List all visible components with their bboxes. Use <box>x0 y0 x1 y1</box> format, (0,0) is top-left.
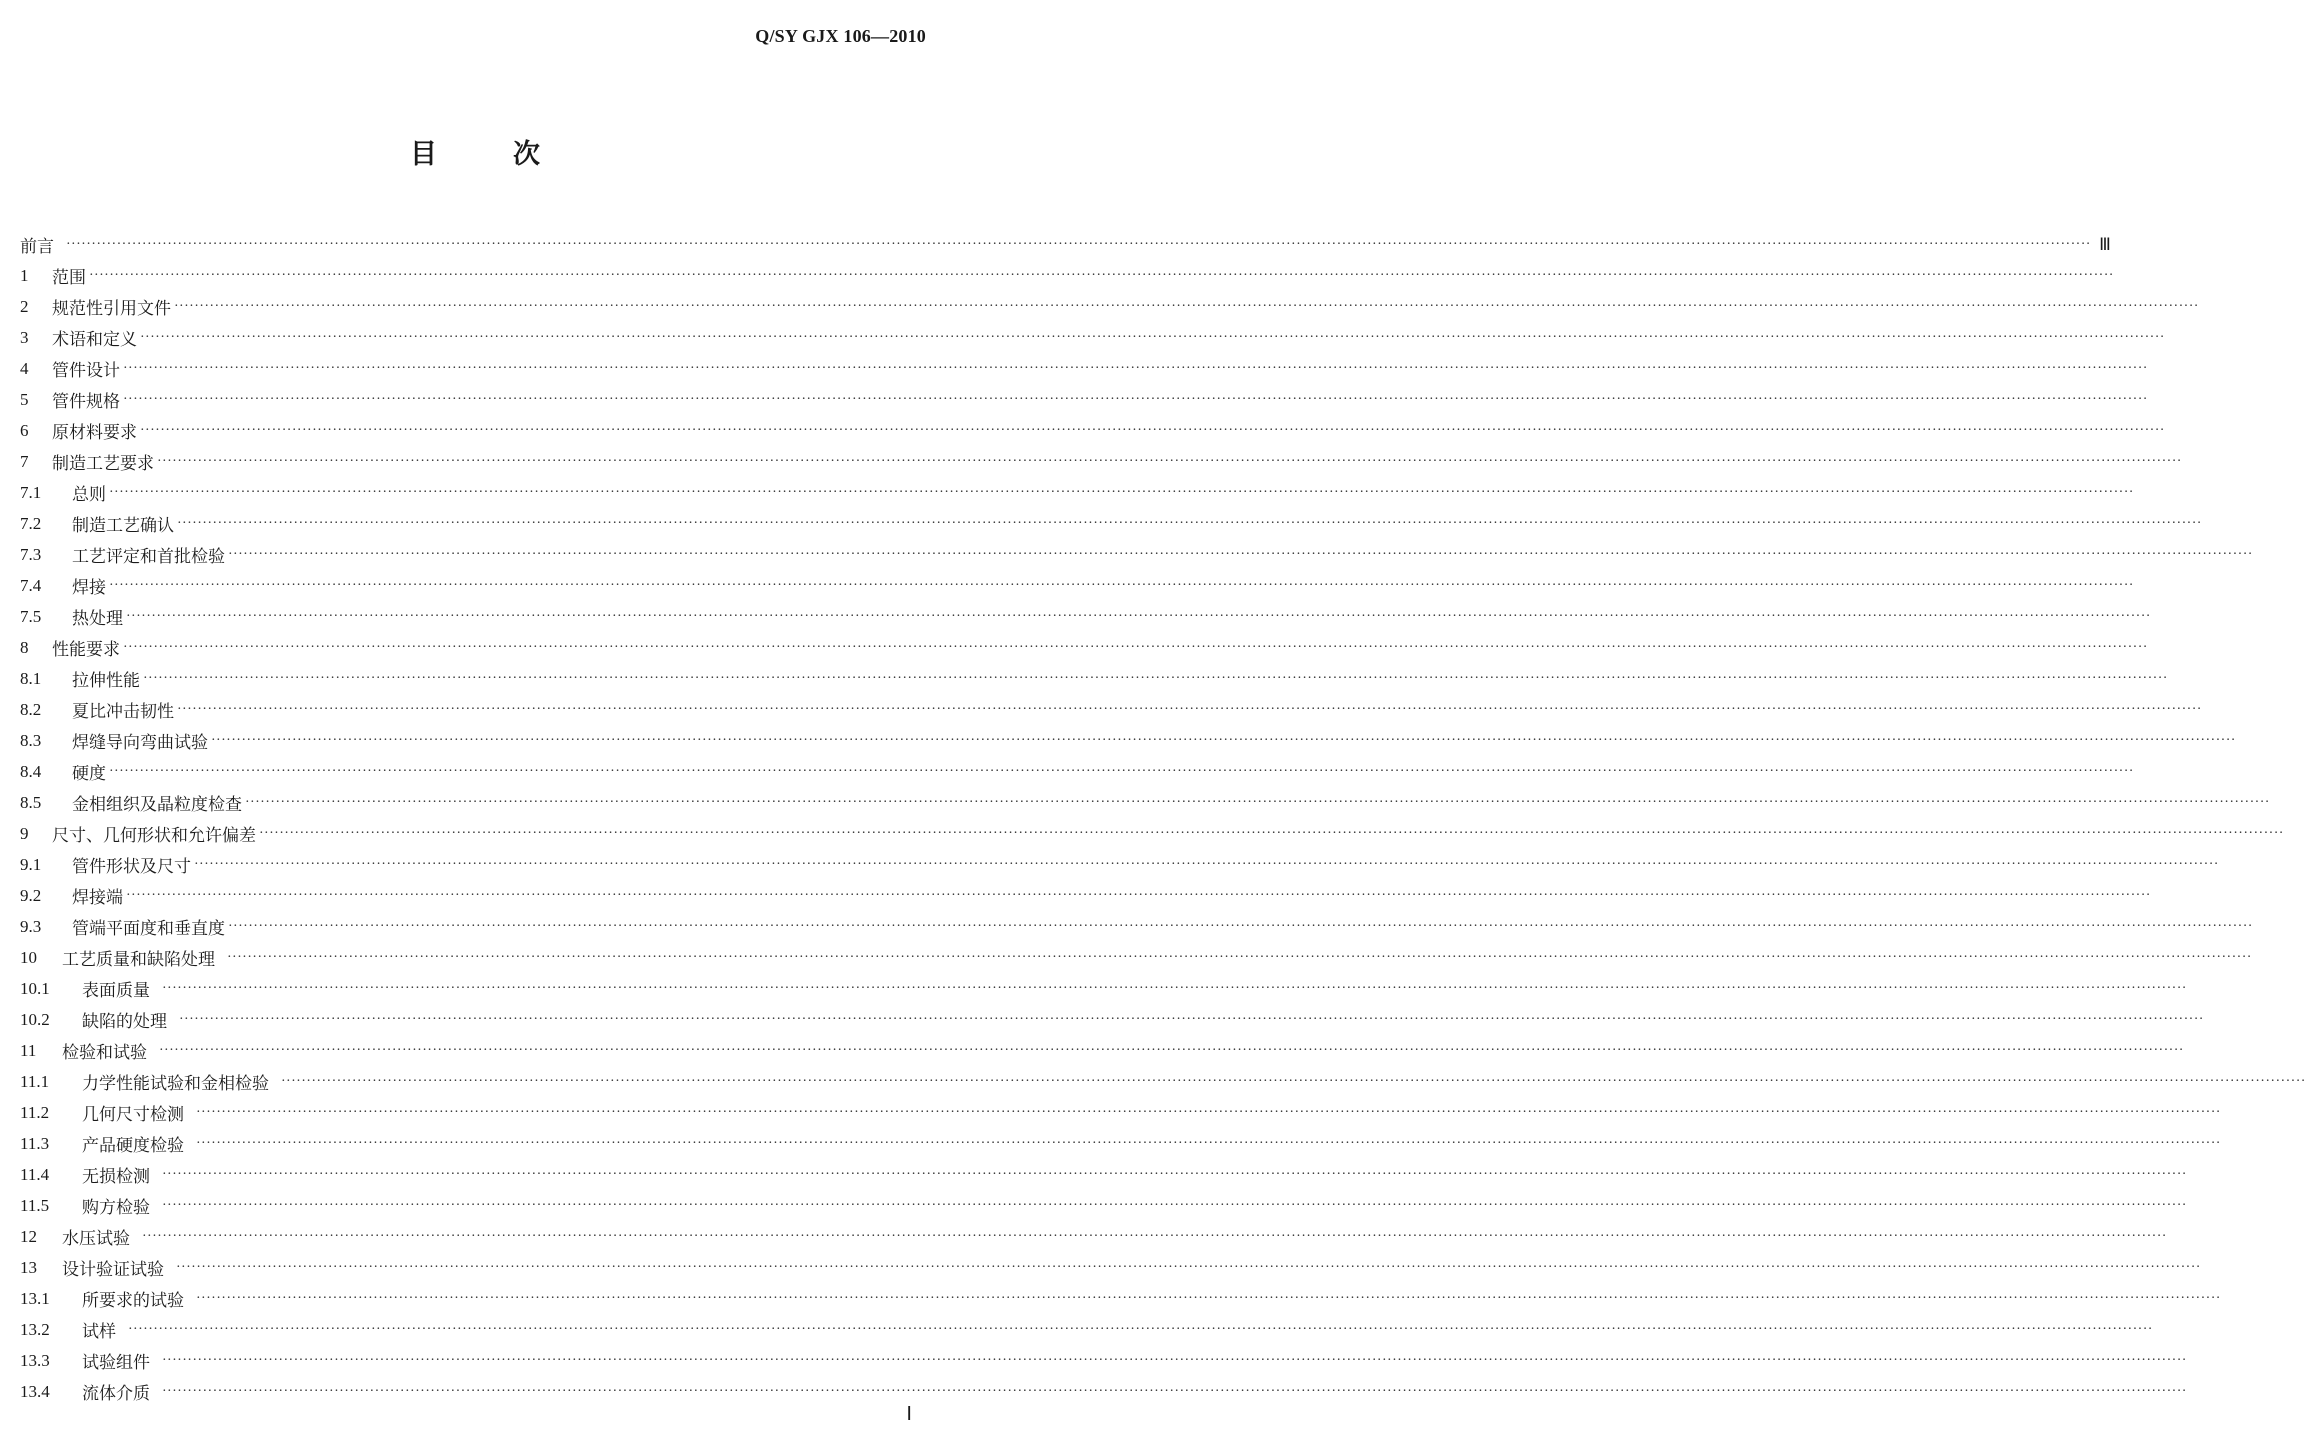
toc-entry[interactable] <box>20 694 2202 725</box>
dot-leader: ················································································································································································································································································································································································································ <box>211 732 2236 748</box>
toc-entry[interactable] <box>20 229 2111 260</box>
toc-entry-label: 术语和定义 <box>52 330 137 350</box>
toc-entry-label: 工艺质量和缺陷处理 <box>62 950 215 970</box>
toc-entry-number: 2 <box>20 296 29 316</box>
toc-entry[interactable] <box>20 849 2219 880</box>
toc-entry-label: 焊接 <box>72 578 106 598</box>
dot-leader: ················································································································································································································································································································································································································ <box>179 1011 2204 1027</box>
toc-entry-number: 10.2 <box>20 1009 50 1029</box>
toc-entry-label: 总则 <box>72 485 106 505</box>
toc-entry-label: 无损检测 <box>82 1167 150 1187</box>
toc-entry[interactable] <box>20 1345 2187 1376</box>
dot-leader: ················································································································································································································································································································································································································ <box>227 949 2252 965</box>
toc-entry-label: 原材料要求 <box>52 423 137 443</box>
toc-entry[interactable] <box>20 384 2148 415</box>
toc-entry-label: 管端平面度和垂直度 <box>72 919 225 939</box>
toc-entry-number: 13.4 <box>20 1381 50 1401</box>
dot-leader: ················································································································································································································································································································································································································ <box>128 1321 2153 1337</box>
toc-entry-label: 性能要求 <box>52 640 120 660</box>
toc-entry-number: 4 <box>20 358 29 378</box>
toc-entry[interactable] <box>20 1004 2204 1035</box>
toc-entry-label: 前言 <box>20 237 54 257</box>
toc-entry[interactable] <box>20 756 2134 787</box>
toc-entry[interactable] <box>20 1376 2187 1407</box>
dot-leader: ················································································································································································································································································································································································································ <box>126 887 2151 903</box>
toc-entry[interactable] <box>20 818 2284 849</box>
toc-entry-label: 设计验证试验 <box>62 1260 164 1280</box>
dot-leader: ················································································································································································································································································································································································································ <box>142 1228 2167 1244</box>
toc-entry[interactable] <box>20 1128 2221 1159</box>
toc-entry-label: 硬度 <box>72 764 106 784</box>
toc-entry-label: 管件设计 <box>52 361 120 381</box>
toc-entry[interactable] <box>20 446 2182 477</box>
toc-entry-number: 11 <box>20 1040 37 1060</box>
toc-entry-label: 水压试验 <box>62 1229 130 1249</box>
dot-leader: ················································································································································································································································································································································································································ <box>228 918 2253 934</box>
toc-entry[interactable] <box>20 1283 2221 1314</box>
toc-entry-number: 9.3 <box>20 916 42 936</box>
toc-entry-number: 8 <box>20 637 29 657</box>
toc-entry[interactable] <box>20 911 2253 942</box>
dot-leader: ················································································································································································································································································································································································································ <box>126 608 2151 624</box>
toc-entry[interactable] <box>20 632 2148 663</box>
toc-entry[interactable] <box>20 1066 2306 1097</box>
dot-leader: ················································································································································································································································································································································································································ <box>259 825 2284 841</box>
toc-entry-number: 7 <box>20 451 29 471</box>
dot-leader: ················································································································································································································································································································································································································ <box>140 329 2165 345</box>
toc-entry-number: 3 <box>20 327 29 347</box>
dot-leader: ················································································································································································································································································································································································································ <box>196 1290 2221 1306</box>
toc-entry-number: 11.5 <box>20 1195 50 1215</box>
toc-entry-number: 6 <box>20 420 29 440</box>
dot-leader: ················································································································································································································································································································································································································ <box>162 1166 2187 1182</box>
toc-entry-number: 11.1 <box>20 1071 50 1091</box>
dot-leader: ················································································································································································································································································································································································································ <box>162 1352 2187 1368</box>
page-folio: Ⅰ <box>906 1404 912 1425</box>
toc-entry-label: 拉伸性能 <box>72 671 140 691</box>
toc-entry[interactable] <box>20 415 2165 446</box>
dot-leader: ················································································································································································································································································································································································································ <box>157 453 2182 469</box>
toc-entry-label: 焊接端 <box>72 888 123 908</box>
toc-entry[interactable] <box>20 1159 2187 1190</box>
title-char-2: 次 <box>513 139 540 170</box>
table-of-contents <box>20 229 2306 1407</box>
toc-entry-label: 检验和试验 <box>62 1043 147 1063</box>
title-char-1: 目 <box>410 139 437 170</box>
toc-entry-label: 试样 <box>82 1322 116 1342</box>
toc-entry-label: 金相组织及晶粒度检查 <box>72 795 242 815</box>
dot-leader: ················································································································································································································································································································································································································ <box>174 298 2199 314</box>
toc-entry[interactable] <box>20 942 2252 973</box>
toc-entry-number: 8.1 <box>20 668 42 688</box>
toc-entry-label: 管件规格 <box>52 392 120 412</box>
toc-entry[interactable] <box>20 601 2151 632</box>
dot-leader: ················································································································································································································································································································································································································ <box>196 1104 2221 1120</box>
toc-entry[interactable] <box>20 508 2202 539</box>
toc-entry-number: 7.3 <box>20 544 42 564</box>
dot-leader: ················································································································································································································································································································································································································ <box>281 1073 2306 1089</box>
toc-entry-number: 8.3 <box>20 730 42 750</box>
toc-entry-number: 7.5 <box>20 606 42 626</box>
toc-entry[interactable] <box>20 880 2151 911</box>
dot-leader: ················································································································································································································································································································································································································ <box>109 484 2134 500</box>
toc-entry[interactable] <box>20 1221 2167 1252</box>
toc-entry-label: 规范性引用文件 <box>52 299 171 319</box>
dot-leader: ················································································································································································································································································································································································································ <box>159 1042 2184 1058</box>
toc-entry-label: 范围 <box>52 268 86 288</box>
toc-entry[interactable] <box>20 1314 2153 1345</box>
dot-leader: ················································································································································································································································································································································································································ <box>228 546 2253 562</box>
toc-entry[interactable] <box>20 539 2253 570</box>
toc-entry-label: 所要求的试验 <box>82 1291 184 1311</box>
dot-leader: ················································································································································································································································································································································································································ <box>177 515 2202 531</box>
toc-entry-number: 9 <box>20 823 29 843</box>
toc-entry[interactable] <box>20 291 2199 322</box>
toc-entry[interactable] <box>20 1035 2184 1066</box>
toc-entry-number: 5 <box>20 389 29 409</box>
dot-leader: ················································································································································································································································································································································································································ <box>123 639 2148 655</box>
dot-leader: ················································································································································································································································································································································································································ <box>162 980 2187 996</box>
toc-entry-label: 产品硬度检验 <box>82 1136 184 1156</box>
toc-entry[interactable] <box>20 1190 2187 1221</box>
toc-entry-number: 8.5 <box>20 792 42 812</box>
toc-entry-number: 8.4 <box>20 761 42 781</box>
toc-entry-number: 13.2 <box>20 1319 50 1339</box>
toc-entry[interactable] <box>20 1097 2221 1128</box>
toc-entry-number: 10.1 <box>20 978 50 998</box>
dot-leader: ················································································································································································································································································································································································································ <box>89 267 2114 283</box>
toc-entry-number: 10 <box>20 947 37 967</box>
dot-leader: ················································································································································································································································································································································································································ <box>140 422 2165 438</box>
toc-entry[interactable] <box>20 725 2236 756</box>
toc-entry[interactable] <box>20 1252 2201 1283</box>
toc-entry-number: 9.2 <box>20 885 42 905</box>
dot-leader: ················································································································································································································································································································································································································ <box>162 1383 2187 1399</box>
dot-leader: ················································································································································································································································································································································································································ <box>194 856 2219 872</box>
toc-entry-label: 热处理 <box>72 609 123 629</box>
toc-entry-label: 焊缝导向弯曲试验 <box>72 733 208 753</box>
toc-entry-number: 13.3 <box>20 1350 50 1370</box>
toc-entry-label: 缺陷的处理 <box>82 1012 167 1032</box>
toc-entry[interactable] <box>20 973 2187 1004</box>
dot-leader: ················································································································································································································································································································································································································ <box>109 577 2134 593</box>
toc-entry-number: 13.1 <box>20 1288 50 1308</box>
dot-leader: ················································································································································································································································································································································································································ <box>162 1197 2187 1213</box>
toc-entry-label: 试验组件 <box>82 1353 150 1373</box>
toc-entry-label: 制造工艺确认 <box>72 516 174 536</box>
toc-entry-label: 工艺评定和首批检验 <box>72 547 225 567</box>
dot-leader: ················································································································································································································································································································································································································ <box>123 360 2148 376</box>
toc-entry[interactable] <box>20 570 2134 601</box>
toc-entry[interactable] <box>20 663 2168 694</box>
page-title <box>0 132 950 171</box>
dot-leader: ················································································································································································································································································································································································································ <box>176 1259 2201 1275</box>
toc-entry-number: 9.1 <box>20 854 42 874</box>
toc-entry-label: 制造工艺要求 <box>52 454 154 474</box>
toc-entry-page: Ⅲ <box>2099 234 2111 254</box>
toc-entry[interactable] <box>20 477 2134 508</box>
dot-leader: ················································································································································································································································································································································································································ <box>66 236 2091 252</box>
toc-entry-number: 7.1 <box>20 482 42 502</box>
toc-entry-number: 12 <box>20 1226 37 1246</box>
toc-entry-number: 7.4 <box>20 575 42 595</box>
toc-entry-number: 1 <box>20 265 29 285</box>
toc-entry[interactable] <box>20 787 2270 818</box>
dot-leader: ················································································································································································································································································································································································································ <box>109 763 2134 779</box>
toc-entry[interactable] <box>20 353 2148 384</box>
toc-entry[interactable] <box>20 260 2114 291</box>
toc-entry-number: 8.2 <box>20 699 42 719</box>
toc-entry-label: 夏比冲击韧性 <box>72 702 174 722</box>
toc-entry-label: 尺寸、几何形状和允许偏差 <box>52 826 256 846</box>
toc-entry-label: 购方检验 <box>82 1198 150 1218</box>
toc-entry-number: 11.2 <box>20 1102 50 1122</box>
dot-leader: ················································································································································································································································································································································································································ <box>245 794 2270 810</box>
dot-leader: ················································································································································································································································································································································································································ <box>143 670 2168 686</box>
toc-entry-number: 11.3 <box>20 1133 50 1153</box>
toc-entry[interactable] <box>20 322 2165 353</box>
toc-entry-number: 7.2 <box>20 513 42 533</box>
toc-entry-label: 流体介质 <box>82 1384 150 1404</box>
dot-leader: ················································································································································································································································································································································································································ <box>177 701 2202 717</box>
toc-entry-label: 管件形状及尺寸 <box>72 857 191 877</box>
dot-leader: ················································································································································································································································································································································································································ <box>196 1135 2221 1151</box>
toc-entry-label: 力学性能试验和金相检验 <box>82 1074 269 1094</box>
dot-leader: ················································································································································································································································································································································································································ <box>123 391 2148 407</box>
standard-code: Q/SY GJX 106—2010 <box>755 26 926 46</box>
toc-entry-label: 表面质量 <box>82 981 150 1001</box>
toc-entry-number: 13 <box>20 1257 37 1277</box>
toc-entry-label: 几何尺寸检测 <box>82 1105 184 1125</box>
toc-entry-number: 11.4 <box>20 1164 50 1184</box>
